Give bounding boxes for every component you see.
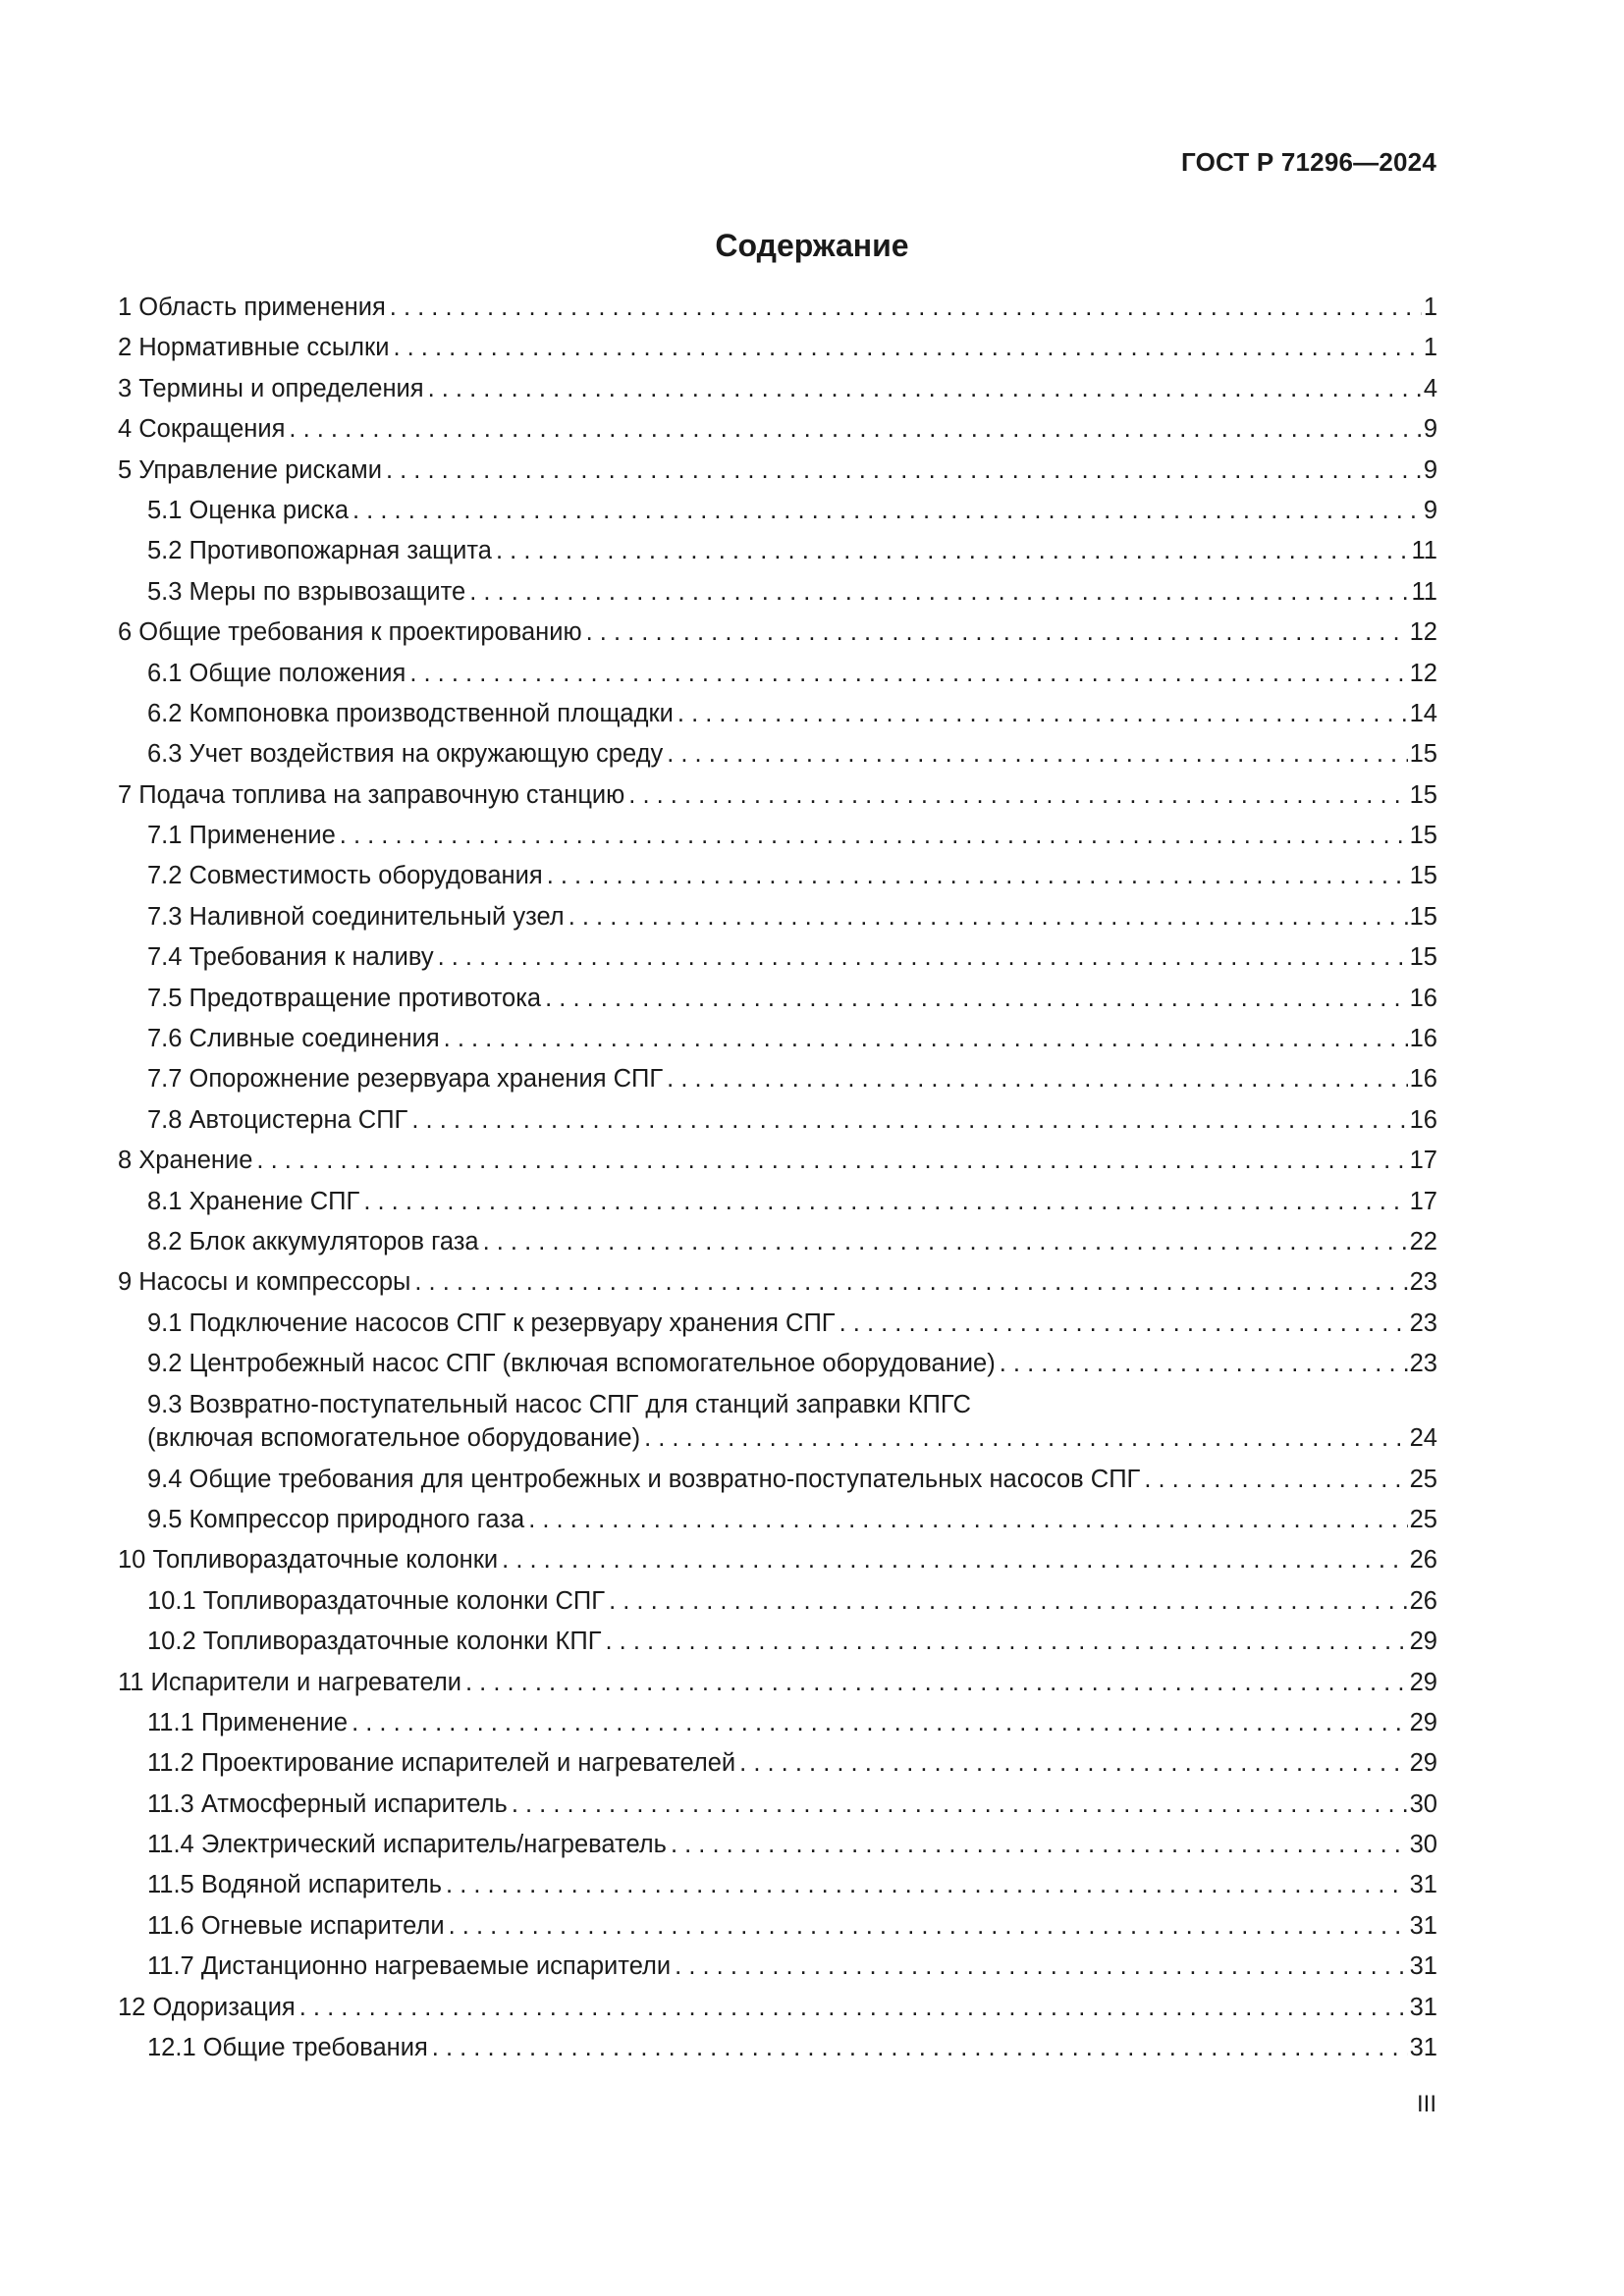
document-code: ГОСТ Р 71296—2024 <box>1181 147 1436 177</box>
toc-entry-text: 8 Хранение <box>118 1141 256 1181</box>
toc-entry-text: 9.5 Компрессор природного газа <box>147 1500 528 1540</box>
toc-entry-text: 9.2 Центробежный насос СПГ (включая вспомогательное оборудование) <box>147 1344 1000 1384</box>
toc-entry-page: 31 <box>1409 1911 1437 1940</box>
toc-entry-page: 26 <box>1409 1546 1437 1575</box>
toc-entry-page: 15 <box>1409 943 1437 972</box>
toc-entry[interactable] <box>118 1663 1437 1703</box>
toc-entry-text: 7 Подача топлива на заправочную станцию <box>118 775 628 816</box>
toc-entry-text-continued: (включая вспомогательное оборудование) <box>147 1421 644 1455</box>
toc-entry[interactable] <box>118 775 1437 816</box>
toc-entry-text: 6.2 Компоновка производственной площадки <box>147 694 677 734</box>
toc-entry-page: 25 <box>1409 1465 1437 1493</box>
toc-entry-page: 14 <box>1409 699 1437 727</box>
toc-entry[interactable] <box>118 531 1437 571</box>
toc-entry[interactable] <box>118 1906 1437 1947</box>
toc-entry-page: 11 <box>1411 537 1437 565</box>
toc-entry-text: 8.2 Блок аккумуляторов газа <box>147 1222 483 1262</box>
dot-leader <box>411 1100 1407 1141</box>
dot-leader <box>340 816 1408 856</box>
toc-entry-text: 11.4 Электрический испаритель/нагреватель <box>147 1825 671 1865</box>
toc-entry[interactable] <box>118 856 1437 896</box>
toc-entry-text: 10.2 Топливораздаточные колонки КПГ <box>147 1622 606 1662</box>
toc-entry-text: 2 Нормативные ссылки <box>118 328 393 368</box>
toc-entry[interactable] <box>118 1825 1437 1865</box>
dot-leader <box>390 288 1422 328</box>
toc-entry-text: 9.4 Общие требования для центробежных и возвратно-поступательных насосов СПГ <box>147 1460 1144 1500</box>
toc-entry-text: 6 Общие требования к проектированию <box>118 613 586 653</box>
dot-leader <box>465 1663 1408 1703</box>
dot-leader <box>1144 1460 1407 1500</box>
toc-entry-page: 30 <box>1409 1789 1437 1818</box>
dot-leader <box>352 1703 1408 1743</box>
toc-entry-text: 11.3 Атмосферный испаритель <box>147 1785 512 1825</box>
toc-entry[interactable] <box>118 1304 1437 1344</box>
toc-entry[interactable] <box>118 1865 1437 1905</box>
toc-entry-text: 6.1 Общие положения <box>147 654 409 694</box>
toc-entry-text: 11 Испарители и нагреватели <box>118 1663 465 1703</box>
dot-leader <box>677 694 1408 734</box>
toc-entry-page: 29 <box>1409 1749 1437 1778</box>
toc-entry-page: 16 <box>1409 984 1437 1012</box>
dot-leader <box>446 1865 1408 1905</box>
toc-entry[interactable] <box>118 328 1437 368</box>
dot-leader <box>289 409 1421 450</box>
toc-entry-page: 16 <box>1409 1105 1437 1134</box>
toc-entry-text: 5.1 Оценка риска <box>147 491 352 531</box>
toc-entry-text: 7.6 Сливные соединения <box>147 1019 444 1059</box>
toc-entry-page: 29 <box>1409 1708 1437 1736</box>
toc-entry-page: 31 <box>1409 2034 1437 2062</box>
toc-entry-text: 1 Область применения <box>118 288 390 328</box>
toc-entry[interactable] <box>118 897 1437 937</box>
toc-entry[interactable] <box>118 409 1437 450</box>
dot-leader <box>386 451 1422 491</box>
dot-leader <box>667 1059 1407 1099</box>
toc-entry-page: 12 <box>1409 659 1437 687</box>
dot-leader <box>444 1019 1408 1059</box>
dot-leader <box>512 1785 1408 1825</box>
dot-leader <box>671 1825 1408 1865</box>
table-of-contents <box>118 288 1437 2068</box>
toc-entry-page: 24 <box>1409 1423 1437 1452</box>
toc-entry[interactable] <box>118 572 1437 613</box>
toc-entry[interactable] <box>118 1988 1437 2028</box>
dot-leader <box>432 2028 1408 2068</box>
toc-entry-page: 9 <box>1423 415 1437 444</box>
toc-entry[interactable] <box>118 654 1437 694</box>
toc-entry-text: 11.6 Огневые испарители <box>147 1906 449 1947</box>
dot-leader <box>586 613 1408 653</box>
toc-entry-text: 6.3 Учет воздействия на окружающую среду <box>147 734 667 774</box>
toc-entry-page: 12 <box>1409 618 1437 647</box>
dot-leader <box>363 1182 1407 1222</box>
toc-entry-page: 17 <box>1409 1147 1437 1175</box>
toc-entry[interactable] <box>118 1500 1437 1540</box>
toc-entry-page: 15 <box>1409 862 1437 890</box>
toc-entry-page: 1 <box>1423 294 1437 321</box>
dot-leader <box>469 572 1409 613</box>
toc-entry-page: 9 <box>1423 496 1437 524</box>
dot-leader <box>352 491 1422 531</box>
toc-entry[interactable] <box>118 1385 1437 1460</box>
toc-entry-text: 5.3 Меры по взрывозащите <box>147 572 469 613</box>
dot-leader <box>739 1743 1407 1784</box>
toc-entry-page: 1 <box>1423 334 1437 362</box>
page-number: III <box>1416 2091 1436 2117</box>
toc-entry-text: 11.5 Водяной испаритель <box>147 1865 446 1905</box>
toc-entry[interactable] <box>118 1947 1437 1987</box>
toc-entry[interactable] <box>118 979 1437 1019</box>
toc-entry[interactable] <box>118 369 1437 409</box>
toc-entry-text: 7.5 Предотвращение противотока <box>147 979 545 1019</box>
toc-entry-text: 7.3 Наливной соединительный узел <box>147 897 568 937</box>
toc-entry[interactable] <box>118 1743 1437 1784</box>
toc-entry-page: 31 <box>1409 1952 1437 1981</box>
dot-leader <box>449 1906 1408 1947</box>
toc-entry-text: 7.4 Требования к наливу <box>147 937 438 978</box>
toc-entry-page: 15 <box>1409 902 1437 931</box>
toc-entry-page: 31 <box>1409 1871 1437 1899</box>
toc-entry-text: 11.7 Дистанционно нагреваемые испарители <box>147 1947 675 1987</box>
toc-entry-page: 15 <box>1409 740 1437 769</box>
toc-entry-text: 7.1 Применение <box>147 816 340 856</box>
toc-entry-page: 15 <box>1409 822 1437 850</box>
dot-leader <box>299 1988 1408 2028</box>
dot-leader <box>644 1421 1408 1455</box>
toc-entry-text: 11.2 Проектирование испарителей и нагревателей <box>147 1743 739 1784</box>
toc-entry-page: 23 <box>1409 1350 1437 1378</box>
toc-entry-page: 11 <box>1411 577 1437 606</box>
toc-entry-page: 15 <box>1409 780 1437 809</box>
toc-entry[interactable] <box>118 613 1437 653</box>
dot-leader <box>409 654 1407 694</box>
dot-leader <box>568 897 1408 937</box>
toc-entry-text: 12 Одоризация <box>118 1988 299 2028</box>
toc-entry-text: 3 Термины и определения <box>118 369 428 409</box>
toc-entry[interactable] <box>118 1141 1437 1181</box>
toc-entry-page: 23 <box>1409 1268 1437 1297</box>
dot-leader <box>628 775 1407 816</box>
toc-entry[interactable] <box>118 1100 1437 1141</box>
toc-entry[interactable] <box>118 1581 1437 1622</box>
toc-entry-text: 9.3 Возвратно-поступательный насос СПГ для станций заправки КПГС <box>147 1388 975 1421</box>
toc-entry[interactable] <box>118 1344 1437 1384</box>
dot-leader <box>547 856 1408 896</box>
toc-entry-page: 22 <box>1409 1227 1437 1255</box>
toc-entry[interactable] <box>118 1540 1437 1580</box>
dot-leader <box>428 369 1422 409</box>
dot-leader <box>1000 1344 1408 1384</box>
toc-entry[interactable] <box>118 1785 1437 1825</box>
toc-entry-page: 31 <box>1409 1993 1437 2021</box>
toc-entry[interactable] <box>118 1182 1437 1222</box>
toc-entry[interactable] <box>118 1262 1437 1303</box>
toc-entry-text: 4 Сокращения <box>118 409 289 450</box>
toc-entry[interactable] <box>118 1019 1437 1059</box>
toc-entry-text: 5 Управление рисками <box>118 451 386 491</box>
toc-entry[interactable] <box>118 1059 1437 1099</box>
toc-entry[interactable] <box>118 1460 1437 1500</box>
toc-entry[interactable] <box>118 1703 1437 1743</box>
toc-entry-page: 30 <box>1409 1831 1437 1859</box>
dot-leader <box>609 1581 1408 1622</box>
toc-entry-text: 8.1 Хранение СПГ <box>147 1182 363 1222</box>
dot-leader <box>606 1622 1408 1662</box>
dot-leader <box>414 1262 1407 1303</box>
dot-leader <box>545 979 1408 1019</box>
toc-entry-page: 4 <box>1423 374 1437 402</box>
toc-entry-text: 5.2 Противопожарная защита <box>147 531 496 571</box>
toc-entry-page: 17 <box>1409 1187 1437 1215</box>
toc-entry[interactable] <box>118 816 1437 856</box>
dot-leader <box>502 1540 1407 1580</box>
dot-leader <box>496 531 1410 571</box>
toc-entry-page: 29 <box>1409 1628 1437 1656</box>
toc-entry-text: 11.1 Применение <box>147 1703 352 1743</box>
toc-title: Содержание <box>715 228 909 263</box>
toc-entry[interactable] <box>118 1622 1437 1662</box>
toc-entry[interactable] <box>118 937 1437 978</box>
toc-entry-page: 16 <box>1409 1065 1437 1094</box>
toc-entry-page: 23 <box>1409 1308 1437 1337</box>
toc-entry-text: 7.7 Опорожнение резервуара хранения СПГ <box>147 1059 667 1099</box>
toc-entry-text: 10 Топливораздаточные колонки <box>118 1540 502 1580</box>
dot-leader <box>839 1304 1408 1344</box>
dot-leader <box>483 1222 1408 1262</box>
dot-leader <box>256 1141 1407 1181</box>
toc-entry[interactable] <box>118 1222 1437 1262</box>
toc-entry-text: 10.1 Топливораздаточные колонки СПГ <box>147 1581 609 1622</box>
toc-entry[interactable] <box>118 734 1437 774</box>
toc-entry[interactable] <box>118 451 1437 491</box>
toc-entry-page: 29 <box>1409 1668 1437 1696</box>
dot-leader <box>675 1947 1407 1987</box>
toc-entry-text: 7.2 Совместимость оборудования <box>147 856 547 896</box>
toc-entry[interactable] <box>118 288 1437 328</box>
toc-entry-page: 26 <box>1409 1586 1437 1615</box>
toc-entry[interactable] <box>118 694 1437 734</box>
dot-leader <box>393 328 1421 368</box>
dot-leader <box>438 937 1408 978</box>
toc-entry-page: 16 <box>1409 1025 1437 1053</box>
toc-entry-page: 25 <box>1409 1505 1437 1533</box>
dot-leader <box>667 734 1407 774</box>
toc-entry-page: 9 <box>1423 455 1437 484</box>
toc-entry[interactable] <box>118 491 1437 531</box>
dot-leader <box>528 1500 1407 1540</box>
toc-entry-text: 7.8 Автоцистерна СПГ <box>147 1100 411 1141</box>
toc-entry[interactable] <box>118 2028 1437 2068</box>
toc-entry-text: 9.1 Подключение насосов СПГ к резервуару хранения СПГ <box>147 1304 839 1344</box>
toc-entry-text: 9 Насосы и компрессоры <box>118 1262 414 1303</box>
toc-entry-text: 12.1 Общие требования <box>147 2028 432 2068</box>
